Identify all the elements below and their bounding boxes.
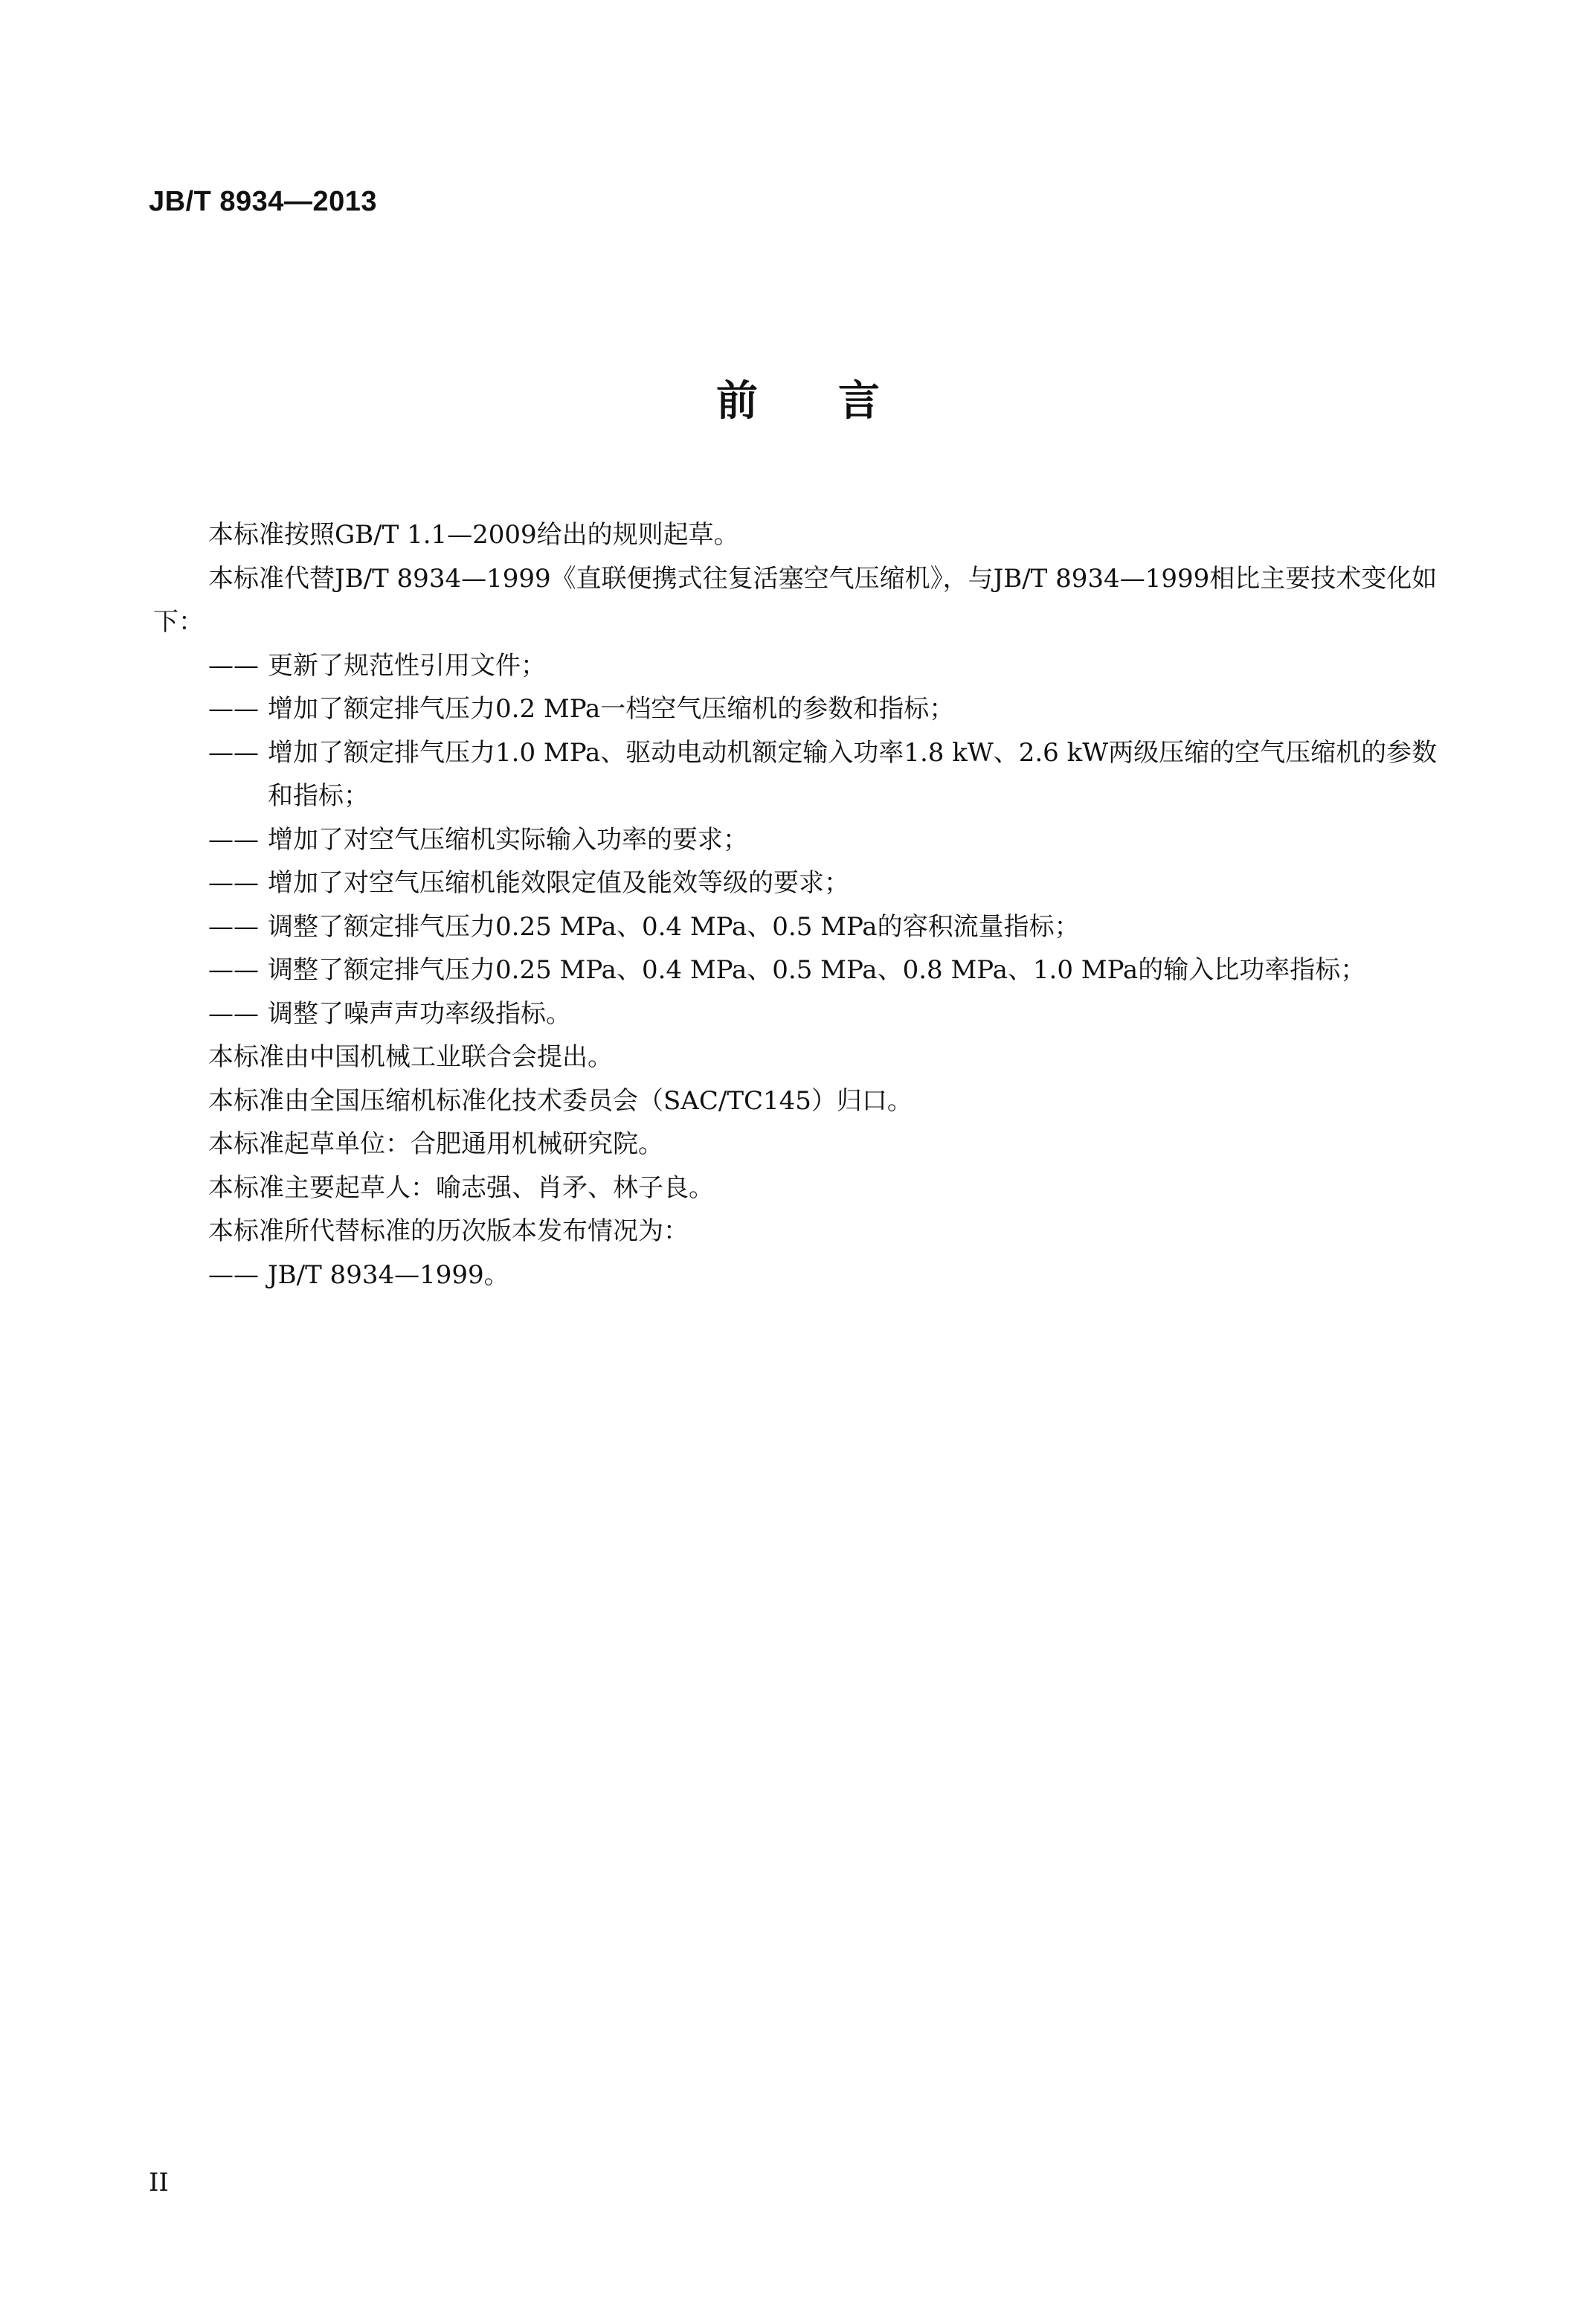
list-dash: —— bbox=[208, 911, 259, 942]
list-dash: —— bbox=[208, 868, 259, 898]
list-item-text: 调整了额定排气压力0.25 MPa、0.4 MPa、0.5 MPa、0.8 MPa、1.0 MPa的输入比功率指标； bbox=[268, 955, 1366, 985]
list-dash: —— bbox=[208, 824, 259, 855]
paragraph-history-intro: 本标准所代替标准的历次版本发布情况为： bbox=[208, 1216, 689, 1246]
list-item-text: 增加了额定排气压力1.0 MPa、驱动电动机额定输入功率1.8 kW、2.6 kW两级压缩的空气压缩机的参数和指标； bbox=[268, 737, 1438, 811]
list-dash: —— bbox=[208, 1259, 259, 1290]
list-item bbox=[153, 905, 1447, 949]
foreword-content bbox=[153, 513, 1447, 1297]
paragraph-proposer: 本标准由中国机械工业联合会提出。 bbox=[208, 1042, 613, 1072]
page-number: II bbox=[149, 2168, 169, 2197]
paragraph-drafting-rules: 本标准按照GB/T 1.1—2009给出的规则起草。 bbox=[208, 520, 739, 550]
list-dash: —— bbox=[208, 737, 259, 768]
list-item bbox=[153, 948, 1447, 992]
standard-code: JB/T 8934—2013 bbox=[149, 186, 377, 217]
list-item-text: 更新了规范性引用文件； bbox=[268, 650, 546, 681]
list-item-text: 增加了对空气压缩机实际输入功率的要求； bbox=[268, 824, 748, 855]
list-dash: —— bbox=[208, 694, 259, 724]
list-item bbox=[153, 687, 1447, 731]
changes-list bbox=[153, 644, 1447, 1036]
list-item bbox=[153, 731, 1447, 818]
list-item-text: 调整了额定排气压力0.25 MPa、0.4 MPa、0.5 MPa的容积流量指标； bbox=[268, 911, 1080, 942]
list-item-text: JB/T 8934—1999。 bbox=[268, 1259, 509, 1290]
list-item-text: 增加了对空气压缩机能效限定值及能效等级的要求； bbox=[268, 868, 849, 898]
list-item-text: 增加了额定排气压力0.2 MPa一档空气压缩机的参数和指标； bbox=[268, 694, 955, 724]
list-item bbox=[153, 644, 1447, 688]
list-item bbox=[153, 1253, 1447, 1297]
list-item bbox=[153, 818, 1447, 862]
paragraph-drafting-unit: 本标准起草单位：合肥通用机械研究院。 bbox=[208, 1129, 663, 1159]
list-item bbox=[153, 861, 1447, 905]
list-dash: —— bbox=[208, 955, 259, 985]
page-title: 前言 bbox=[716, 377, 960, 426]
list-item-text: 调整了噪声声功率级指标。 bbox=[268, 998, 571, 1029]
list-dash: —— bbox=[208, 998, 259, 1029]
list-dash: —— bbox=[208, 650, 259, 681]
paragraph-drafters: 本标准主要起草人：喻志强、肖矛、林子良。 bbox=[208, 1172, 714, 1203]
paragraph-replacement: 本标准代替JB/T 8934—1999《直联便携式往复活塞空气压缩机》，与JB/T 8934—1999相比主要技术变化如下： bbox=[153, 563, 1438, 637]
paragraph-committee: 本标准由全国压缩机标准化技术委员会（SAC/TC145）归口。 bbox=[208, 1085, 913, 1116]
list-item bbox=[153, 992, 1447, 1036]
